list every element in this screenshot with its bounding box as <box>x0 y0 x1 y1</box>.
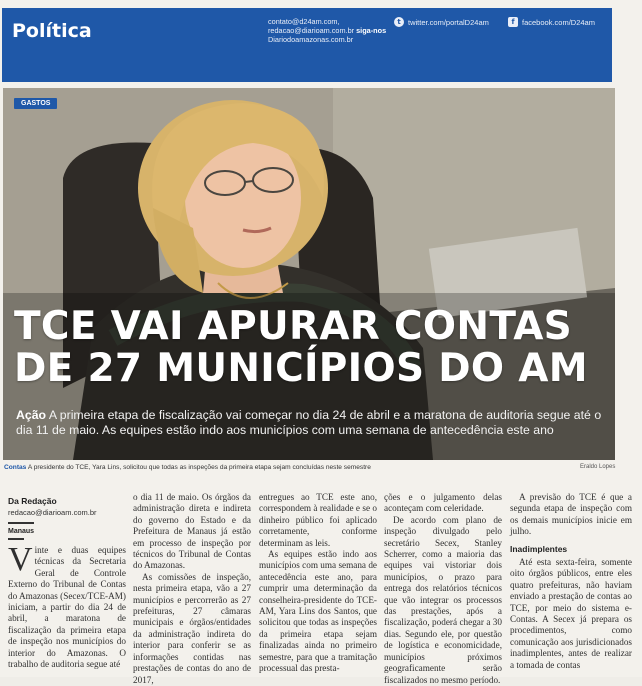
divider <box>8 538 24 540</box>
deck-summary <box>16 408 616 438</box>
follow-us-label: siga-nos <box>356 26 387 36</box>
caption-text: A presidente do TCE, Yara Lins, solicitou que todas as inspeções da primeira etapa sejam concluídas neste semestre <box>27 464 371 471</box>
paragraph: As comissões de inspeção, nesta primeira etapa, vão a 27 municípios e percorrerão as 27 prefeituras, 27 câmaras municipais e órgãos/entidades da administração indireta do interior para conferir se as informações contidas nas prestações de contas do ano de 2017, <box>133 571 251 685</box>
category-tag: GASTOS <box>14 98 57 109</box>
headline-line-2: DE 27 MUNICÍPIOS DO AM <box>14 346 588 391</box>
paragraph: Até esta sexta-feira, somente oito órgãos públicos, entre eles quatro prefeituras, não haviam enviado a prestação de contas ao TCE, por meio do sistema e-Contas. A Secex já prepara os procedimentos, como comunicação aos jurisdicionados inadimplentes, antes de realizar a tomada de contas <box>510 557 632 670</box>
photo-illustration <box>3 88 615 460</box>
subheading: Inadimplentes <box>510 543 568 554</box>
drop-cap: V <box>8 541 33 578</box>
paragraph: entregues ao TCE este ano, correspondem à realidade e se o dinheiro público foi aplicado corretamente, conforme determinam as leis. <box>259 492 377 548</box>
facebook-text: facebook.com/D24am <box>522 17 595 27</box>
deck-label: Ação <box>16 408 47 422</box>
article-column-5 <box>510 492 632 671</box>
paragraph: De acordo com plano de inspeção divulgado pelo secretário Secex, Stanley Scherrer, como a maioria das equipes vai vistoriar dois municípios, o prazo para entrega dos relatórios técnicos que vão integrar os processos das prestações, após a fiscalização, poderá chegar a 30 dias. Segundo ele, por questão de logística e economicidade, municípios próximos geograficamente serão fiscalizados no mesmo período. <box>384 514 502 685</box>
twitter-text: twitter.com/portalD24am <box>408 17 489 27</box>
article-column-3 <box>259 492 377 675</box>
contact-site: Diariodoamazonas.com.br <box>268 35 354 45</box>
dateline-city: Manaus <box>8 528 35 535</box>
facebook-icon: f <box>508 17 518 27</box>
twitter-handle <box>394 17 489 27</box>
divider <box>8 522 34 524</box>
photo-caption <box>4 464 371 471</box>
byline: Da Redação <box>8 496 57 506</box>
deck-text: A primeira etapa de fiscalização vai começar no dia 24 de abril e a maratona de auditoria segue até o dia 11 de maio. As equipes estão indo aos municípios com uma semana de antecedência este ano <box>16 408 602 437</box>
section-title: Política <box>12 20 92 42</box>
contact-newsroom: redacao@diarioam.com.br siga-nos <box>268 26 387 36</box>
paragraph: A previsão do TCE é que a segunda etapa de inspeção com os demais municípios inicie em julho. <box>510 492 632 537</box>
paragraph: As equipes estão indo aos municípios com uma semana de antecedência este ano, para cumprir uma determinação da conselheira-presidente do TCE-AM, Yara Lins dos Santos, que solicitou que todas as inspeções da primeira etapa sejam finalizadas ainda no primeiro semestre, para que a tramitação processual das presta- <box>259 549 377 674</box>
paragraph: o dia 11 de maio. Os órgãos da administração direta e indireta do governo do Estado e da Prefeitura de Manaus já estão em processo de inspeção por técnicos do Tribunal de Contas do Amazonas. <box>133 492 251 571</box>
contact-email: contato@d24am.com, <box>268 17 340 26</box>
article-column-2 <box>133 492 251 686</box>
caption-label: Contas <box>4 464 27 471</box>
headline-line-1: TCE VAI APURAR CONTAS <box>14 304 573 349</box>
twitter-icon: t <box>394 17 404 27</box>
paragraph: ções e o julgamento delas aconteçam com celeridade. <box>384 492 502 514</box>
article-photo <box>3 88 615 460</box>
facebook-handle <box>508 17 595 27</box>
headline <box>14 306 614 390</box>
photo-credit: Eraldo Lopes <box>580 464 616 470</box>
contact-info <box>268 17 386 45</box>
article-column-4 <box>384 492 502 686</box>
article-column-1 <box>8 541 126 670</box>
byline-email: redacao@diarioam.com.br <box>8 508 97 517</box>
paragraph: inte e duas equipes técnicas da Secretaria Geral de Controle Externo do Tribunal de Contas do Amazonas (Secex/TCE-AM) iniciam, a partir do dia 24 de abril, a maratona de fiscalização da primeira etapa de inspeção nos municípios do interior do Amazonas. O trabalho de auditoria segue até <box>8 545 126 670</box>
